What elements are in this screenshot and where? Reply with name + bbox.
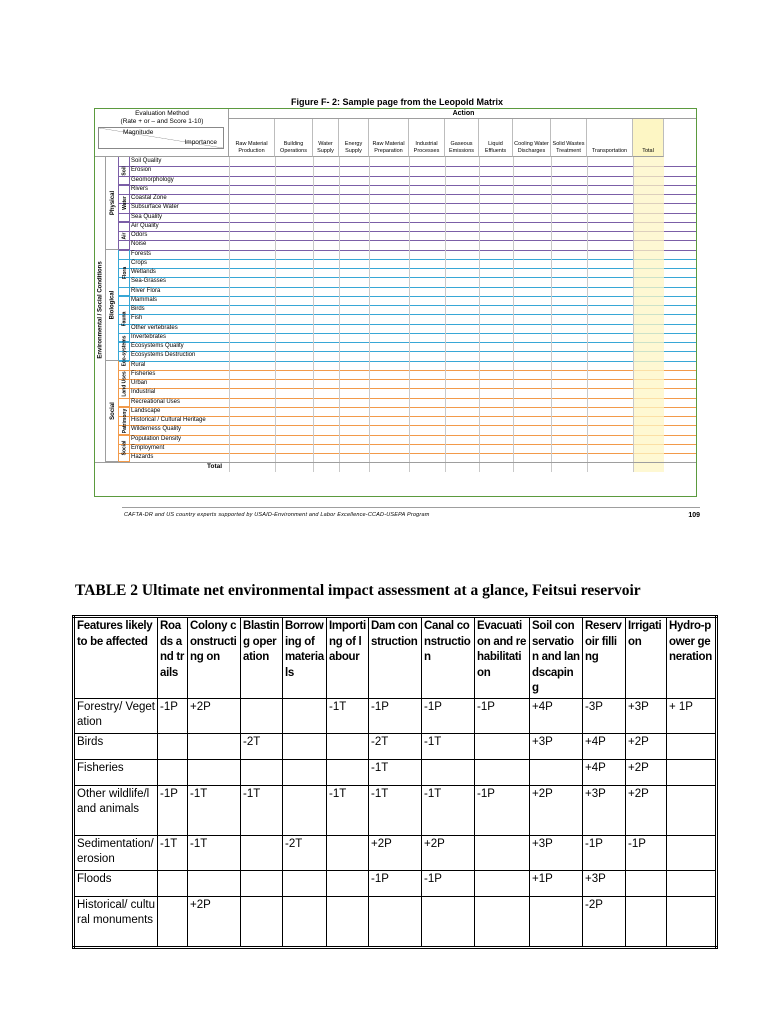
matrix-column-line [513,157,514,472]
matrix-row-label: Fisheries [131,370,156,377]
table-column-header: Irrigation [626,617,667,699]
action-column-header: Liquid Effluents [479,119,513,157]
action-column-header: Gaseous Emissions [445,119,479,157]
matrix-group-cell [119,361,130,407]
table-column-header: Hydro-power generation [667,617,717,699]
evaluation-method-box [95,109,229,157]
matrix-row-label: Odors [131,232,148,238]
matrix-group-label: Patrimony [121,408,128,433]
feature-cell: Floods [74,870,158,896]
matrix-row-label: Geomorphology [131,176,174,183]
table-caption: TABLE 2 Ultimate net environmental impact assessment at a glance, Feitsui reservoir [75,582,641,599]
impact-cell [283,896,327,947]
matrix-row-label: Recreational Uses [131,398,181,405]
matrix-row-line [119,166,697,167]
matrix-row-label: River Flora [131,287,161,294]
matrix-row-label: Wilderness Quality [131,426,182,433]
impact-cell: +3P [583,870,626,896]
table-row [74,733,717,759]
table-column-header: Importing of labour [327,617,369,699]
matrix-row-label: Ecosystems Quality [131,343,184,349]
table-column-header: Canal construction [422,617,475,699]
impact-cell: -1T [422,733,475,759]
matrix-row-line [119,296,697,297]
matrix-row-line [119,259,697,260]
impact-cell [530,896,583,947]
impact-cell [422,759,475,785]
impact-assessment-table [72,615,718,949]
impact-cell: -1T [327,698,369,733]
impact-cell [422,896,475,947]
matrix-row-line [119,213,697,214]
impact-cell: +2P [369,835,422,870]
impact-cell: -1T [241,785,283,835]
impact-cell [241,870,283,896]
impact-cell: +2P [530,785,583,835]
impact-cell [475,733,530,759]
matrix-category-label: Social [109,402,116,421]
table-column-header: Soil conservation and landscaping [530,617,583,699]
matrix-row-label: Urban [131,380,148,386]
impact-cell [241,835,283,870]
matrix-row-label: Sea Quality [131,213,163,220]
impact-cell [667,759,717,785]
impact-cell [283,698,327,733]
impact-cell [158,733,188,759]
matrix-row-label: Subsurface Water [131,204,179,211]
impact-cell: +4P [583,759,626,785]
matrix-row-line [119,398,697,399]
impact-cell: -3P [583,698,626,733]
action-column-header: Solid Wastes Treatment [551,119,587,157]
matrix-group-label: Flora [121,266,128,279]
table-row [74,785,717,835]
impact-cell: -1T [188,785,241,835]
matrix-row-line [119,250,697,251]
impact-cell [667,870,717,896]
impact-cell [283,785,327,835]
impact-cell [188,870,241,896]
matrix-row-line [119,314,697,315]
matrix-column-line [275,157,276,472]
matrix-column-line [479,157,480,472]
matrix-row-label: Population Density [131,435,182,442]
page-number: 109 [688,512,700,519]
impact-cell: -1P [475,785,530,835]
impact-cell [327,759,369,785]
feature-cell: Historical/ cultural monuments [74,896,158,947]
impact-cell: -1P [369,698,422,733]
matrix-row-line [119,240,697,241]
impact-cell: +2P [626,785,667,835]
rate-note: (Rate + or – and Score 1-10) [120,118,204,125]
magnitude-label: Magnitude [123,129,154,136]
impact-cell [158,896,188,947]
matrix-group-cell [119,407,130,435]
impact-cell [241,896,283,947]
impact-cell [241,759,283,785]
impact-cell: +4P [583,733,626,759]
matrix-row-line [119,453,697,454]
matrix-row-label: Employment [131,444,165,451]
matrix-column-line [369,157,370,472]
impact-cell: -1T [327,785,369,835]
matrix-group-cell [119,335,130,367]
impact-cell: +2P [626,759,667,785]
table-row [74,835,717,870]
impact-cell: -1T [188,835,241,870]
matrix-column-line [409,157,410,472]
impact-cell: -1T [422,785,475,835]
impact-cell: -1P [422,870,475,896]
table-column-header: Blasting operation [241,617,283,699]
matrix-row-label: Fish [131,315,143,322]
impact-cell: -2P [583,896,626,947]
matrix-row-line [119,425,697,426]
matrix-group-cell [119,185,130,222]
matrix-row-line [119,388,697,389]
footer-credit: CAFTA-DR and US country experts supported by USAID-Environment and Labor Excellence-CCAD-USEPA Program [124,512,430,518]
impact-cell [667,835,717,870]
impact-cell: -1T [369,759,422,785]
impact-cell: -1P [158,785,188,835]
impact-cell: -1P [422,698,475,733]
feature-cell: Other wildlife/land animals [74,785,158,835]
impact-cell: -2T [241,733,283,759]
matrix-category-cell [106,361,119,463]
total-column-fill [634,157,664,472]
matrix-row-line [119,351,697,352]
matrix-row-line [119,324,697,325]
matrix-row-label: Industrial [131,389,156,396]
matrix-row-label: Wetlands [131,269,156,275]
impact-cell [626,870,667,896]
impact-cell: +2P [626,733,667,759]
matrix-row-label: Crops [131,259,148,266]
matrix-group-label: Fauna [121,311,128,327]
feature-cell: Sedimentation/ erosion [74,835,158,870]
matrix-row-line [119,444,697,445]
matrix-group-cell [119,157,130,185]
matrix-row-label: Rural [131,361,146,368]
matrix-row-line [119,305,697,306]
impact-cell [626,896,667,947]
evaluation-method-label: Evaluation Method [135,110,189,117]
matrix-row-label: Air Quality [131,222,159,229]
matrix-row-label: Mammals [131,296,158,303]
side-label: Environmental / Social Conditions [97,260,104,359]
table-body [74,698,717,947]
matrix-group-label: Eco-systems [121,335,128,367]
figure-title: Figure F- 2: Sample page from the Leopold Matrix [290,97,504,107]
matrix-row-line [119,379,697,380]
feature-cell: Birds [74,733,158,759]
matrix-column-line [445,157,446,472]
feature-cell: Fisheries [74,759,158,785]
action-column-header: Water Supply [313,119,339,157]
matrix-row-label: Sea-Grasses [131,278,167,285]
matrix-category-cell [106,157,119,250]
matrix-row-label: Noise [131,241,147,248]
matrix-group-label: Social [121,441,128,456]
table-column-header: Evacuation and rehabilitation [475,617,530,699]
impact-cell: +3P [583,785,626,835]
table-row [74,870,717,896]
footer-rule [122,507,700,508]
matrix-group-label: Air [121,232,128,240]
table-row [74,896,717,947]
matrix-total-label: Total [207,463,223,471]
impact-cell: -1P [626,835,667,870]
table-column-header: Roads and trails [158,617,188,699]
matrix-row-line [119,370,697,371]
matrix-group-cell [119,250,130,296]
matrix-group-label: Land Uses [121,370,128,397]
matrix-row-label: Soil Quality [131,158,162,164]
matrix-row-label: Erosion [131,167,152,174]
impact-cell [158,759,188,785]
matrix-row-line [119,203,697,204]
impact-cell: +2P [188,698,241,733]
impact-cell: +1P [530,870,583,896]
impact-cell [369,896,422,947]
matrix-category-cell [106,250,119,361]
table-header-row [74,617,717,699]
matrix-group-label: Water [121,196,128,211]
matrix-row-label: Landscape [131,407,161,414]
matrix-row-line [119,185,697,186]
action-column-header: Cooling Water Discharges [513,119,551,157]
matrix-row-line [119,222,697,223]
table-row [74,759,717,785]
impact-cell: -1T [369,785,422,835]
action-column-header: Transportation [587,119,633,157]
matrix-row-line [119,277,697,278]
action-column-header: Energy Supply [339,119,369,157]
leopold-matrix-figure [92,96,702,526]
table-column-header: Features likely to be affected [74,617,158,699]
matrix-row-line [119,194,697,195]
impact-cell: -1P [583,835,626,870]
impact-cell [327,733,369,759]
impact-cell: -1P [475,698,530,733]
matrix-row-label: Rivers [131,185,149,192]
matrix-total-row [95,462,697,473]
matrix-group-label: Soil [121,166,128,176]
side-label-cell [95,157,106,462]
matrix-column-line [551,157,552,472]
impact-cell: +2P [188,896,241,947]
action-column-header: Building Operations [275,119,313,157]
impact-cell: -1P [158,698,188,733]
matrix-column-line [339,157,340,472]
impact-cell [667,785,717,835]
impact-cell [475,835,530,870]
impact-cell [158,870,188,896]
matrix-row-line [119,407,697,408]
action-column-header: Raw Material Preparation [369,119,409,157]
matrix-row-label: Forests [131,250,152,257]
feature-cell: Forestry/ Vegetation [74,698,158,733]
leopold-matrix [94,108,697,497]
action-column-header: Total [633,119,664,157]
matrix-row-label: Hazards [131,454,154,460]
impact-cell: + 1P [667,698,717,733]
matrix-row-line [119,333,697,334]
impact-cell [283,733,327,759]
matrix-row-label: Ecosystems Destruction [131,352,196,359]
table-column-header: Dam construction [369,617,422,699]
table-column-header: Borrowing of materials [283,617,327,699]
action-column-header: Raw Material Production [229,119,275,157]
matrix-row-label: Historical / Cultural Heritage [131,417,206,423]
impact-cell: -1T [158,835,188,870]
matrix-group-cell [119,435,130,463]
matrix-row-label: Birds [131,306,145,312]
impact-cell [241,698,283,733]
impact-cell [475,896,530,947]
matrix-row-label: Invertebrates [131,333,167,340]
matrix-row-line [119,435,697,436]
impact-cell [327,870,369,896]
action-column-header: Industrial Processes [409,119,445,157]
table-column-header: Colony constructing on [188,617,241,699]
impact-cell [667,896,717,947]
impact-cell [188,759,241,785]
matrix-group-cell [119,222,130,250]
matrix-row-label: Other vertebrates [131,324,178,331]
impact-cell: +3P [626,698,667,733]
impact-cell [327,896,369,947]
impact-cell: +4P [530,698,583,733]
impact-cell [475,870,530,896]
impact-cell [283,759,327,785]
impact-cell: -1P [369,870,422,896]
matrix-row-line [119,176,697,177]
impact-cell: +2P [422,835,475,870]
magnitude-importance-diagonal [98,127,224,149]
impact-cell [475,759,530,785]
impact-cell [327,835,369,870]
impact-cell [188,733,241,759]
matrix-category-label: Biological [109,290,116,320]
matrix-column-line [313,157,314,472]
impact-cell [667,733,717,759]
impact-cell: -2T [283,835,327,870]
table-column-header: Reservoir filling [583,617,626,699]
impact-cell: -2T [369,733,422,759]
matrix-row-line [119,287,697,288]
matrix-row-line [119,231,697,232]
table-row [74,698,717,733]
matrix-row-line [119,342,697,343]
matrix-column-line [229,157,230,472]
matrix-row-line [119,361,697,362]
matrix-category-label: Physical [109,191,116,216]
action-header: Action [229,109,697,119]
importance-label: Importance [184,139,217,146]
matrix-row-line [119,268,697,269]
impact-cell [283,870,327,896]
matrix-column-line [587,157,588,472]
figure-footer [92,512,702,522]
impact-cell: +3P [530,835,583,870]
impact-cell [530,759,583,785]
impact-cell: +3P [530,733,583,759]
matrix-row-label: Coastal Zone [131,195,167,201]
